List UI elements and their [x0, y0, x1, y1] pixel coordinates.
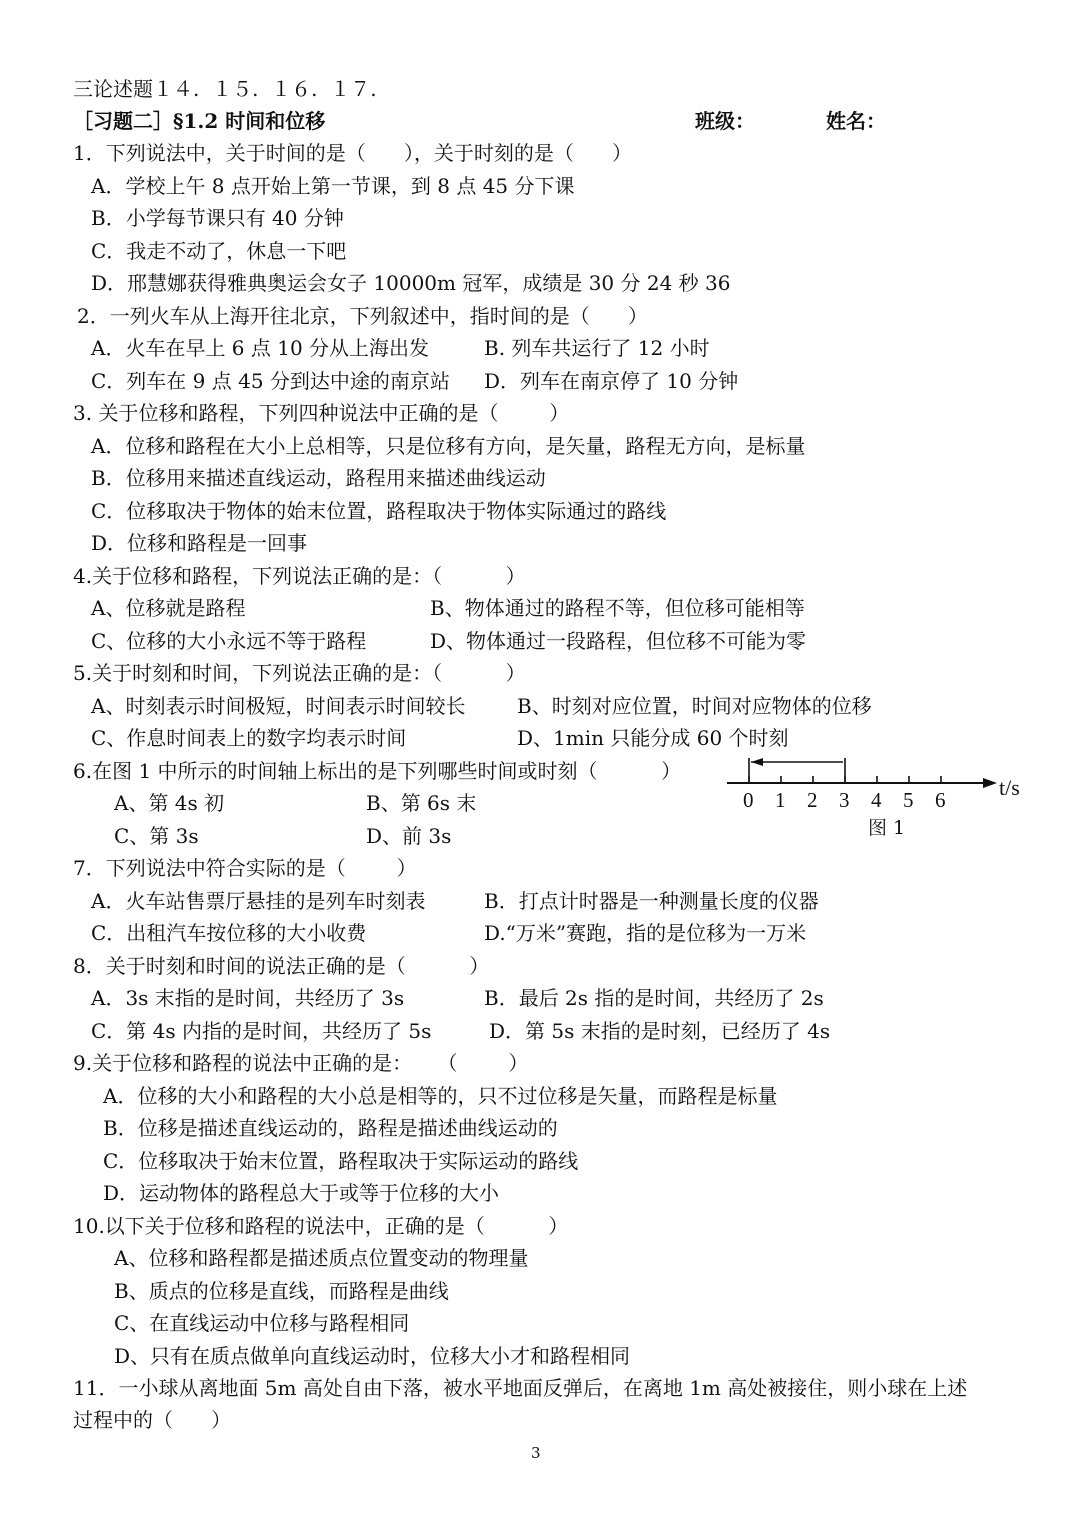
q3-option-a: A．位移和路程在大小上总相等，只是位移有方向，是矢量，路程无方向，是标量 — [91, 434, 806, 458]
q6-option-a: A、第 4s 初 — [114, 791, 225, 815]
time-axis-tick-label: 0 — [743, 788, 754, 812]
q6-option-c: C、第 3s — [114, 824, 199, 848]
q7-option-d: D.“万米”赛跑，指的是位移为一万米 — [484, 921, 807, 945]
q6-option-b: B、第 6s 末 — [366, 791, 477, 815]
q2-option-d: D．列车在南京停了 10 分钟 — [484, 369, 739, 393]
q1-option-d: D．邢慧娜获得雅典奥运会女子 10000m 冠军，成绩是 30 分 24 秒 36 — [91, 271, 731, 295]
q9-option-b: B．位移是描述直线运动的，路程是描述曲线运动的 — [103, 1116, 558, 1140]
q7-option-a: A．火车站售票厅悬挂的是列车时刻表 — [91, 889, 426, 913]
q4-option-c: C、位移的大小永远不等于路程 — [91, 629, 367, 653]
q7-stem: 7．下列说法中符合实际的是（ ） — [73, 856, 417, 880]
q11-stem-line-1: 11．一小球从离地面 5m 高处自由下落，被水平地面反弹后，在离地 1m 高处被接住，则小球在上述 — [73, 1376, 968, 1400]
q8-stem: 8．关于时刻和时间的说法正确的是（ ） — [73, 954, 490, 978]
time-axis-tick-label: 3 — [839, 788, 850, 812]
time-axis-tick-label: 1 — [775, 788, 786, 812]
q4-option-b: B、物体通过的路程不等，但位移可能相等 — [430, 596, 805, 620]
interval-arrowhead — [751, 758, 763, 766]
q3-option-d: D．位移和路程是一回事 — [91, 531, 308, 555]
page-number: 3 — [531, 1444, 541, 1462]
q1-option-b: B．小学每节课只有 40 分钟 — [91, 206, 344, 230]
q2-option-c: C．列车在 9 点 45 分到达中途的南京站 — [91, 369, 450, 393]
q10-option-d: D、只有在质点做单向直线运动时，位移大小才和路程相同 — [114, 1344, 631, 1368]
class-label: 班级： — [695, 109, 755, 133]
q5-stem: 5.关于时刻和时间，下列说法正确的是：（ ） — [73, 661, 526, 685]
q4-stem: 4.关于位移和路程，下列说法正确的是：（ ） — [73, 564, 526, 588]
q8-option-b: B．最后 2s 指的是时间，共经历了 2s — [484, 986, 824, 1010]
q8-option-d: D．第 5s 末指的是时刻，已经历了 4s — [489, 1019, 831, 1043]
q10-option-a: A、位移和路程都是描述质点位置变动的物理量 — [114, 1246, 529, 1270]
q9-stem: 9.关于位移和路程的说法中正确的是： （ ） — [73, 1051, 529, 1075]
time-axis-tick-label: 2 — [807, 788, 818, 812]
q5-option-d: D、1min 只能分成 60 个时刻 — [517, 726, 789, 750]
q3-option-b: B．位移用来描述直线运动，路程用来描述曲线运动 — [91, 466, 546, 490]
q4-option-a: A、位移就是路程 — [91, 596, 246, 620]
q9-option-d: D．运动物体的路程总大于或等于位移的大小 — [103, 1181, 500, 1205]
time-axis-arrowhead — [983, 778, 997, 788]
time-axis-tick-label: 4 — [871, 788, 882, 812]
q1-option-c: C．我走不动了，休息一下吧 — [91, 239, 347, 263]
figure-1-caption: 图 1 — [868, 817, 906, 839]
q3-option-c: C．位移取决于物体的始末位置，路程取决于物体实际通过的路线 — [91, 499, 667, 523]
q10-option-c: C、在直线运动中位移与路程相同 — [114, 1311, 410, 1335]
q8-option-a: A．3s 末指的是时间，共经历了 3s — [91, 986, 405, 1010]
q2-option-b: B. 列车共运行了 12 小时 — [484, 336, 710, 360]
q9-option-c: C．位移取决于始末位置，路程取决于实际运动的路线 — [103, 1149, 579, 1173]
q8-option-c: C．第 4s 内指的是时间，共经历了 5s — [91, 1019, 432, 1043]
q4-option-d: D、物体通过一段路程，但位移不可能为零 — [430, 629, 807, 653]
q5-option-b: B、时刻对应位置，时间对应物体的位移 — [517, 694, 872, 718]
figure-1-time-axis — [725, 752, 1035, 842]
q10-stem: 10.以下关于位移和路程的说法中，正确的是（ ） — [73, 1214, 569, 1238]
q2-option-a: A．火车在早上 6 点 10 分从上海出发 — [91, 336, 430, 360]
name-label: 姓名： — [826, 109, 886, 133]
q3-stem: 3. 关于位移和路程，下列四种说法中正确的是（ ） — [73, 401, 570, 425]
q10-option-b: B、质点的位移是直线，而路程是曲线 — [114, 1279, 449, 1303]
q9-option-a: A．位移的大小和路程的大小总是相等的，只不过位移是矢量，而路程是标量 — [103, 1084, 778, 1108]
q6-option-d: D、前 3s — [366, 824, 452, 848]
q6-stem: 6.在图 1 中所示的时间轴上标出的是下列哪些时间或时刻（ ） — [73, 759, 682, 783]
q7-option-b: B．打点计时器是一种测量长度的仪器 — [484, 889, 819, 913]
time-axis-label: t/s — [999, 775, 1020, 800]
q5-option-a: A、时刻表示时间极短，时间表示时间较长 — [91, 694, 466, 718]
header-line: 三论述题１４. １５. １６. １７. — [73, 77, 377, 101]
q2-stem: 2．一列火车从上海开往北京，下列叙述中，指时间的是（ ） — [77, 304, 648, 328]
time-axis-tick-label: 6 — [935, 788, 946, 812]
worksheet-title: ［习题二］§1.2 时间和位移 — [73, 109, 326, 133]
q7-option-c: C．出租汽车按位移的大小收费 — [91, 921, 367, 945]
q1-option-a: A．学校上午 8 点开始上第一节课，到 8 点 45 分下课 — [91, 174, 575, 198]
time-axis-tick-label: 5 — [903, 788, 914, 812]
q11-stem-line-2: 过程中的（ ） — [73, 1408, 232, 1432]
q1-stem: 1．下列说法中，关于时间的是（ ），关于时刻的是（ ） — [73, 141, 633, 165]
q5-option-c: C、作息时间表上的数字均表示时间 — [91, 726, 407, 750]
